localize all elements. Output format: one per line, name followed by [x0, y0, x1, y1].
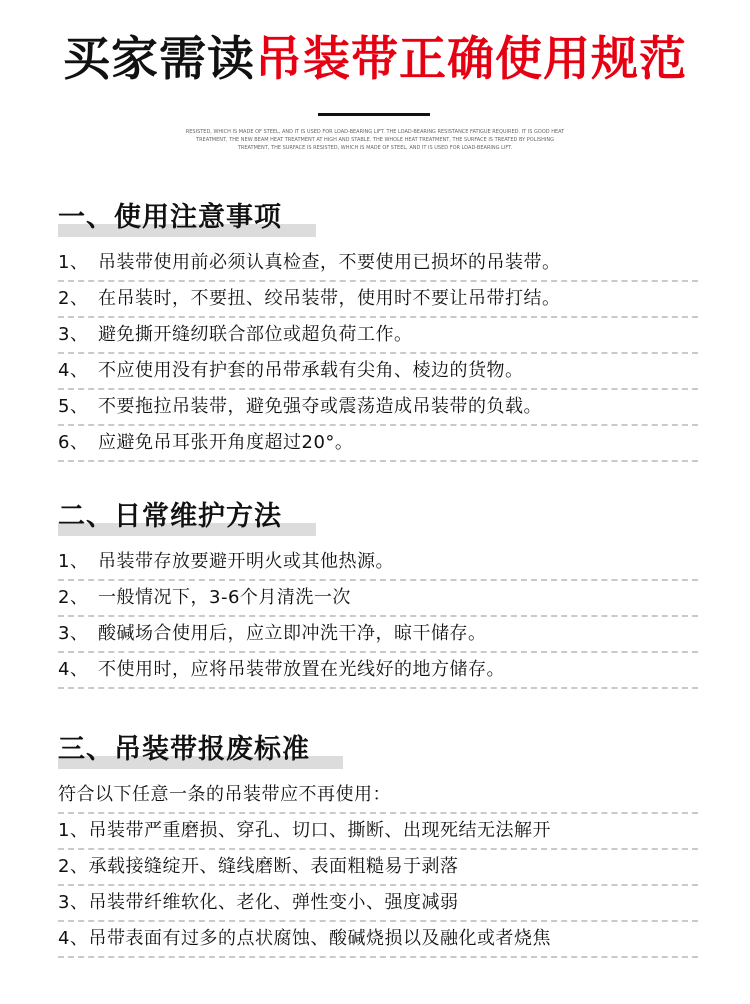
item-number: 3、 [58, 324, 89, 345]
item-number: 3、 [58, 623, 89, 644]
title-black-part: 买家需读 [63, 32, 255, 87]
list-item [58, 354, 698, 390]
item-number: 6、 [58, 432, 89, 453]
title-divider [318, 113, 430, 116]
item-number: 4、 [58, 360, 89, 381]
section-heading: 三、吊装带报废标准 [58, 734, 310, 765]
list-item [58, 318, 698, 354]
item-number: 4、 [58, 659, 89, 680]
item-text: 酸碱场合使用后，应立即冲洗干净，晾干储存。 [98, 623, 487, 644]
item-number: 2、 [58, 856, 89, 877]
item-text: 吊装带纤维软化、老化、弹性变小、强度减弱 [88, 892, 459, 913]
item-number: 1、 [58, 551, 89, 572]
fine-print-text: RESISTED, WHICH IS MADE OF STEEL, AND IT IS USED FOR LOAD-BEARING LIFT. THE LOAD-BEARING RESISTANCE FATIGUE REQUIRED. IT IS GOOD HEAT TREATMENT, THE NEW BEAM HEAT TREATMENT AT HIGH AND STABLE. THE WHOLE HEAT TREATMENT, THE SURFACE IS TREATED BY POLISHING TREATMENT, THE SURFACE IS RESISTED, WHICH IS MADE OF STEEL, AND IT IS USED FOR LOAD-BEARING LIFT. [185, 129, 565, 151]
list-item [58, 814, 698, 850]
intro-text: 符合以下任意一条的吊装带应不再使用： [58, 778, 698, 814]
list-item [58, 850, 698, 886]
list-item [58, 886, 698, 922]
item-text: 不要拖拉吊装带，避免强夺或震荡造成吊装带的负载。 [98, 396, 542, 417]
item-number: 2、 [58, 587, 89, 608]
title-red-part: 吊装带正确使用规范 [255, 32, 687, 87]
item-text: 承载接缝绽开、缝线磨断、表面粗糙易于剥落 [88, 856, 459, 877]
item-text: 不使用时，应将吊装带放置在光线好的地方储存。 [98, 659, 505, 680]
section-heading: 二、日常维护方法 [58, 501, 282, 532]
item-list [58, 778, 698, 958]
item-text: 吊带表面有过多的点状腐蚀、酸碱烧损以及融化或者烧焦 [88, 928, 551, 949]
page-title [0, 30, 750, 90]
item-number: 3、 [58, 892, 89, 913]
list-item [58, 390, 698, 426]
item-number: 4、 [58, 928, 89, 949]
list-item [58, 246, 698, 282]
section-daily-maintenance [58, 497, 698, 689]
section-usage-notes [58, 198, 698, 462]
item-text: 吊装带使用前必须认真检查，不要使用已损坏的吊装带。 [98, 252, 561, 273]
item-number: 1、 [58, 820, 89, 841]
item-text: 在吊装时，不要扭、绞吊装带，使用时不要让吊带打结。 [98, 288, 561, 309]
list-item [58, 617, 698, 653]
item-number: 2、 [58, 288, 89, 309]
section-scrap-criteria [58, 730, 698, 958]
item-text: 不应使用没有护套的吊带承载有尖角、棱边的货物。 [98, 360, 524, 381]
item-text: 吊装带存放要避开明火或其他热源。 [98, 551, 394, 572]
item-text: 吊装带严重磨损、穿孔、切口、撕断、出现死结无法解开 [88, 820, 551, 841]
item-list [58, 545, 698, 689]
section-heading: 一、使用注意事项 [58, 202, 282, 233]
item-number: 1、 [58, 252, 89, 273]
item-list [58, 246, 698, 462]
item-text: 应避免吊耳张开角度超过20°。 [98, 432, 354, 453]
list-item [58, 282, 698, 318]
item-text: 避免撕开缝纫联合部位或超负荷工作。 [98, 324, 413, 345]
list-item [58, 653, 698, 689]
item-text: 一般情况下，3-6个月清洗一次 [98, 587, 351, 608]
list-item [58, 426, 698, 462]
list-item [58, 581, 698, 617]
list-item [58, 545, 698, 581]
list-item [58, 922, 698, 958]
item-number: 5、 [58, 396, 89, 417]
